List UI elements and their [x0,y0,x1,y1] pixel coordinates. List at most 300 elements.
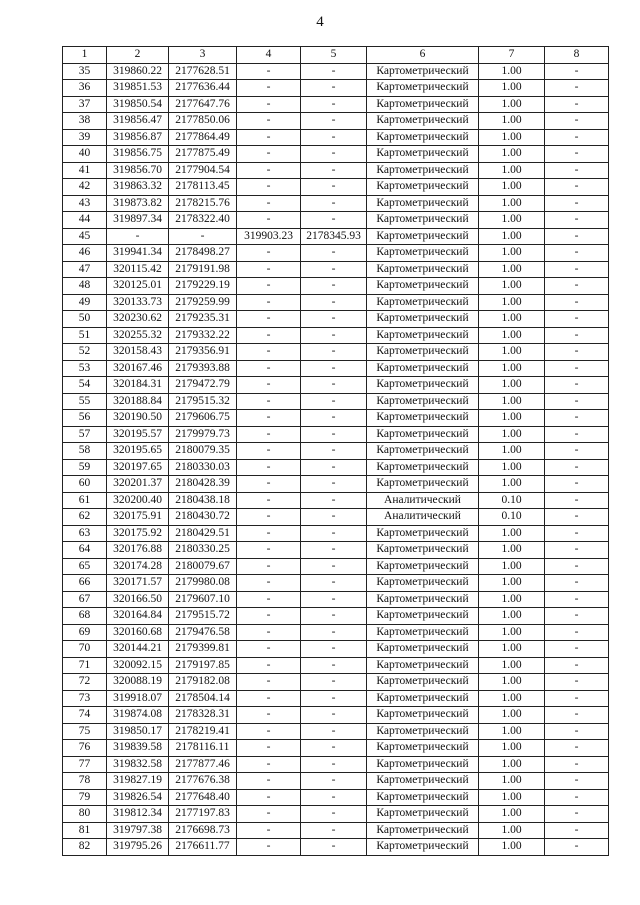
table-cell: - [301,773,367,790]
table-cell: - [301,624,367,641]
table-cell: 46 [63,245,107,262]
table-row [63,690,609,707]
table-row [63,822,609,839]
table-cell: - [301,426,367,443]
table-cell: 2178504.14 [169,690,237,707]
table-cell: 53 [63,360,107,377]
table-cell: 320188.84 [107,393,169,410]
table-cell: - [301,707,367,724]
column-header: 3 [169,47,237,64]
table-cell: - [545,822,609,839]
table-cell: 1.00 [479,476,545,493]
table-cell: 319874.08 [107,707,169,724]
table-cell: 1.00 [479,294,545,311]
table-row [63,542,609,559]
table-cell: Картометрический [367,146,479,163]
table-cell: 2179399.81 [169,641,237,658]
table-cell: 2180438.18 [169,492,237,509]
table-cell: 320190.50 [107,410,169,427]
table-cell: - [301,591,367,608]
table-row [63,377,609,394]
table-cell: - [545,294,609,311]
table-cell: 2177197.83 [169,806,237,823]
table-row [63,410,609,427]
table-cell: - [237,162,301,179]
table-cell: Картометрический [367,80,479,97]
table-cell: - [545,542,609,559]
table-row [63,261,609,278]
table-row [63,674,609,691]
table-cell: 1.00 [479,179,545,196]
table-cell: 1.00 [479,806,545,823]
table-cell: - [301,162,367,179]
table-cell: 1.00 [479,426,545,443]
table-row [63,311,609,328]
table-cell: - [237,195,301,212]
table-cell: - [237,96,301,113]
table-cell: - [301,558,367,575]
table-cell: - [237,657,301,674]
table-cell: Картометрический [367,212,479,229]
table-cell: 61 [63,492,107,509]
table-cell: Картометрический [367,245,479,262]
table-cell: 1.00 [479,96,545,113]
table-cell: - [301,641,367,658]
table-cell: 2178322.40 [169,212,237,229]
table-cell: Картометрический [367,360,479,377]
table-row [63,525,609,542]
table-cell: - [545,377,609,394]
table-cell: Картометрический [367,558,479,575]
table-cell: - [301,261,367,278]
table-cell: - [237,245,301,262]
table-cell: - [545,525,609,542]
table-cell: 62 [63,509,107,526]
table-cell: - [301,756,367,773]
table-cell: - [237,443,301,460]
table-cell: - [301,179,367,196]
table-cell: 64 [63,542,107,559]
table-row [63,773,609,790]
table-cell: - [237,558,301,575]
table-row [63,278,609,295]
table-cell: Картометрический [367,195,479,212]
table-cell: 76 [63,740,107,757]
table-cell: 320175.91 [107,509,169,526]
table-cell: 320174.28 [107,558,169,575]
table-row [63,806,609,823]
table-cell: 2178345.93 [301,228,367,245]
table-cell: - [301,63,367,80]
table-cell: 2177864.49 [169,129,237,146]
table-row [63,179,609,196]
table-row [63,294,609,311]
table-cell: - [545,129,609,146]
table-cell: - [237,723,301,740]
table-cell: - [237,624,301,641]
table-cell: 2177875.49 [169,146,237,163]
column-header: 4 [237,47,301,64]
table-cell: Картометрический [367,162,479,179]
table-cell: - [545,624,609,641]
table-cell: - [237,146,301,163]
table-cell: 319797.38 [107,822,169,839]
table-cell: 319827.19 [107,773,169,790]
column-header: 8 [545,47,609,64]
table-cell: 320125.01 [107,278,169,295]
table-cell: - [545,443,609,460]
table-cell: Картометрический [367,591,479,608]
table-cell: 320158.43 [107,344,169,361]
table-cell: 1.00 [479,344,545,361]
table-row [63,558,609,575]
table-cell: - [237,80,301,97]
table-cell: - [237,690,301,707]
table-row [63,509,609,526]
table-cell: - [237,212,301,229]
table-cell: - [237,707,301,724]
table-cell: 319850.54 [107,96,169,113]
table-cell: - [237,789,301,806]
table-cell: - [237,129,301,146]
table-cell: 41 [63,162,107,179]
table-cell: - [237,591,301,608]
table-cell: 319856.47 [107,113,169,130]
table-cell: - [545,278,609,295]
table-cell: 320200.40 [107,492,169,509]
table-cell: - [237,476,301,493]
table-cell: Аналитический [367,492,479,509]
table-cell: - [545,393,609,410]
table-cell: - [237,278,301,295]
table-cell: 1.00 [479,624,545,641]
table-cell: - [237,393,301,410]
table-cell: 1.00 [479,542,545,559]
table-cell: - [545,261,609,278]
table-cell: - [301,459,367,476]
table-cell: - [301,525,367,542]
table-row [63,443,609,460]
table-cell: 319851.53 [107,80,169,97]
table-cell: - [301,492,367,509]
table-cell: - [301,278,367,295]
table-cell: 2176698.73 [169,822,237,839]
table-cell: 319856.70 [107,162,169,179]
table-cell: - [545,228,609,245]
table-cell: 2179197.85 [169,657,237,674]
table-cell: Картометрический [367,113,479,130]
table-cell: - [301,789,367,806]
table-cell: - [301,146,367,163]
column-header: 2 [107,47,169,64]
table-cell: Картометрический [367,707,479,724]
table-cell: 319826.54 [107,789,169,806]
table-cell: 320088.19 [107,674,169,691]
table-cell: - [545,740,609,757]
table-cell: 2178219.41 [169,723,237,740]
table-cell: Картометрический [367,641,479,658]
table-cell: - [545,723,609,740]
table-row [63,575,609,592]
table-cell: Картометрический [367,789,479,806]
table-cell: - [545,311,609,328]
table-row [63,162,609,179]
coordinates-table [62,46,609,856]
table-cell: 1.00 [479,657,545,674]
table-row [63,129,609,146]
table-row [63,245,609,262]
table-cell: - [301,575,367,592]
table-cell: 1.00 [479,839,545,856]
table-cell: 1.00 [479,789,545,806]
table-cell: 78 [63,773,107,790]
table-cell: - [545,591,609,608]
table-row [63,476,609,493]
table-cell: Картометрический [367,179,479,196]
table-cell: 319918.07 [107,690,169,707]
table-cell: 2180079.67 [169,558,237,575]
table-cell: 38 [63,113,107,130]
table-cell: - [545,773,609,790]
table-cell: - [237,542,301,559]
table-cell: 80 [63,806,107,823]
table-cell: 320197.65 [107,459,169,476]
table-cell: Картометрический [367,410,479,427]
table-cell: - [169,228,237,245]
table-cell: - [301,311,367,328]
table-cell: 1.00 [479,162,545,179]
table-cell: Картометрический [367,228,479,245]
table-cell: 1.00 [479,360,545,377]
table-cell: 1.00 [479,525,545,542]
table-cell: - [301,129,367,146]
table-cell: 319795.26 [107,839,169,856]
table-cell: 1.00 [479,129,545,146]
table-cell: - [301,657,367,674]
table-cell: - [301,822,367,839]
table-cell: 47 [63,261,107,278]
table-cell: Картометрический [367,261,479,278]
table-cell: - [301,674,367,691]
table-cell: 320167.46 [107,360,169,377]
table-cell: 1.00 [479,410,545,427]
table-body [63,63,609,855]
table-cell: 2180330.25 [169,542,237,559]
table-row [63,393,609,410]
table-cell: 2179980.08 [169,575,237,592]
table-cell: 319860.22 [107,63,169,80]
table-cell: 1.00 [479,80,545,97]
table-cell: 319832.58 [107,756,169,773]
table-cell: - [545,146,609,163]
table-cell: 2180430.72 [169,509,237,526]
table-cell: 320092.15 [107,657,169,674]
table-cell: 2177636.44 [169,80,237,97]
table-cell: 37 [63,96,107,113]
table-cell: 52 [63,344,107,361]
table-cell: - [237,360,301,377]
table-cell: Картометрический [367,806,479,823]
table-cell: 2177676.38 [169,773,237,790]
table-cell: 1.00 [479,113,545,130]
column-header: 1 [63,47,107,64]
table-cell: - [301,806,367,823]
table-cell: 1.00 [479,707,545,724]
table-cell: 69 [63,624,107,641]
table-cell: Картометрический [367,377,479,394]
table-cell: 320175.92 [107,525,169,542]
table-cell: - [237,740,301,757]
table-cell: 2179191.98 [169,261,237,278]
table-cell: Картометрический [367,773,479,790]
table-cell: - [301,410,367,427]
table-cell: - [545,839,609,856]
table-cell: 1.00 [479,443,545,460]
table-cell: Картометрический [367,294,479,311]
table-cell: 81 [63,822,107,839]
table-cell: 320144.21 [107,641,169,658]
table-cell: 2177648.40 [169,789,237,806]
table-cell: - [237,426,301,443]
table-cell: - [545,63,609,80]
table-cell: - [545,674,609,691]
table-cell: 2177877.46 [169,756,237,773]
table-cell: 72 [63,674,107,691]
table-row [63,789,609,806]
table-cell: 70 [63,641,107,658]
table-cell: 1.00 [479,723,545,740]
table-row [63,591,609,608]
table-cell: 82 [63,839,107,856]
table-cell: 2179229.19 [169,278,237,295]
table-cell: 60 [63,476,107,493]
table-cell: 319873.82 [107,195,169,212]
table-cell: 2179606.75 [169,410,237,427]
table-cell: - [301,723,367,740]
table-cell: 1.00 [479,641,545,658]
table-row [63,492,609,509]
table-cell: 1.00 [479,690,545,707]
table-row [63,360,609,377]
table-cell: 2179332.22 [169,327,237,344]
table-cell: - [301,96,367,113]
table-cell: - [545,410,609,427]
table-cell: - [301,542,367,559]
table-cell: - [545,426,609,443]
table-cell: - [237,525,301,542]
table-header-row [63,47,609,64]
table-cell: 1.00 [479,773,545,790]
table-cell: Картометрический [367,756,479,773]
table-cell: 1.00 [479,608,545,625]
table-cell: 320195.57 [107,426,169,443]
table-cell: 2178116.11 [169,740,237,757]
table-cell: 320176.88 [107,542,169,559]
table-row [63,624,609,641]
table-row [63,839,609,856]
table-cell: - [301,740,367,757]
table-cell: - [237,311,301,328]
table-cell: 2180429.51 [169,525,237,542]
table-cell: - [545,113,609,130]
table-cell: 1.00 [479,228,545,245]
table-row [63,96,609,113]
table-cell: 66 [63,575,107,592]
table-cell: - [545,657,609,674]
table-cell: 2179356.91 [169,344,237,361]
table-cell: 2177628.51 [169,63,237,80]
table-cell: - [301,443,367,460]
table-cell: 319863.32 [107,179,169,196]
table-cell: Картометрический [367,311,479,328]
table-cell: - [545,96,609,113]
table-cell: - [545,459,609,476]
table-cell: 2177850.06 [169,113,237,130]
table-cell: 51 [63,327,107,344]
table-cell: 319812.34 [107,806,169,823]
table-cell: - [301,344,367,361]
table-cell: 1.00 [479,591,545,608]
table-cell: 319839.58 [107,740,169,757]
table-cell: 54 [63,377,107,394]
table-cell: Картометрический [367,525,479,542]
table-cell: - [237,608,301,625]
column-header: 6 [367,47,479,64]
table-row [63,228,609,245]
table-cell: - [545,558,609,575]
table-cell: 36 [63,80,107,97]
table-cell: 2179182.08 [169,674,237,691]
table-cell: 320164.84 [107,608,169,625]
table-cell: - [237,294,301,311]
table-cell: - [301,80,367,97]
table-cell: 1.00 [479,311,545,328]
table-cell: 2179515.32 [169,393,237,410]
table-cell: - [545,179,609,196]
table-cell: 45 [63,228,107,245]
table-cell: - [545,575,609,592]
table-cell: 1.00 [479,377,545,394]
table-cell: 67 [63,591,107,608]
table-cell: Картометрический [367,393,479,410]
table-cell: Картометрический [367,63,479,80]
table-cell: 44 [63,212,107,229]
table-cell: 2178328.31 [169,707,237,724]
table-row [63,740,609,757]
table-cell: 320171.57 [107,575,169,592]
table-cell: - [301,608,367,625]
table-cell: - [237,113,301,130]
table-cell: - [301,509,367,526]
table-cell: 1.00 [479,459,545,476]
table-cell: - [545,756,609,773]
table-cell: 320255.32 [107,327,169,344]
table-cell: 43 [63,195,107,212]
table-cell: 2177904.54 [169,162,237,179]
table-cell: 319856.75 [107,146,169,163]
table-cell: 74 [63,707,107,724]
table-cell: Картометрический [367,129,479,146]
table-cell: 1.00 [479,195,545,212]
table-cell: Картометрический [367,443,479,460]
table-cell: - [545,707,609,724]
table-cell: - [237,410,301,427]
table-row [63,459,609,476]
table-row [63,641,609,658]
table-cell: 58 [63,443,107,460]
table-row [63,63,609,80]
table-cell: Картометрический [367,674,479,691]
